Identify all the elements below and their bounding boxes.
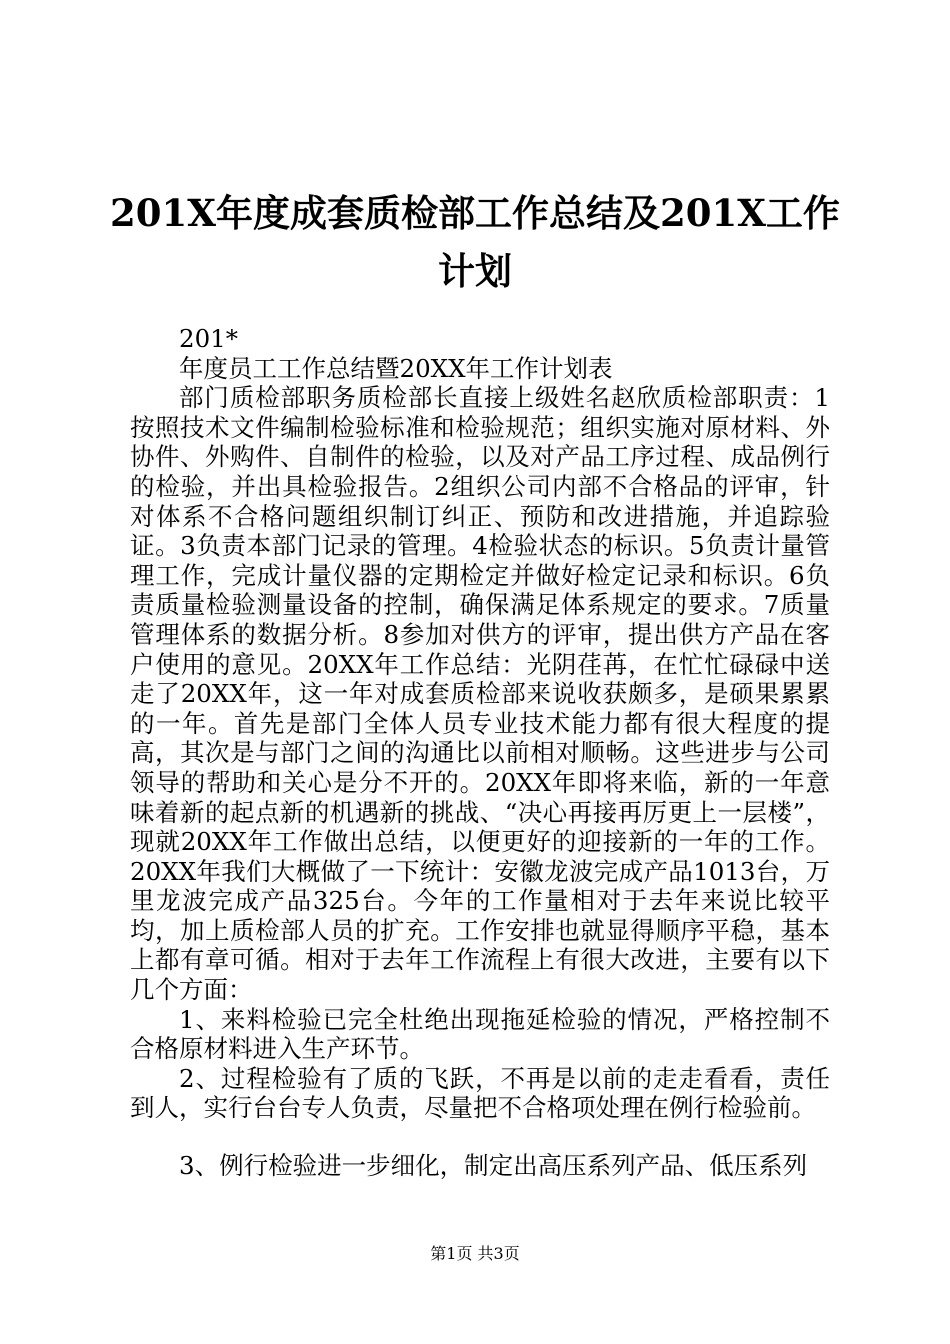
paragraph: 2、过程检验有了质的飞跃，不再是以前的走走看看，责任到人，实行台台专人负责，尽量把不合格项处理在例行检验前。: [130, 1063, 830, 1123]
paragraph: 201*: [179, 324, 239, 353]
paragraph: 1、来料检验已完全杜绝出现拖延检验的情况，严格控制不合格原材料进入生产环节。: [130, 1004, 830, 1064]
page-number-footer: 第1页 共3页: [430, 1244, 520, 1263]
paragraph: 部门质检部职务质检部长直接上级姓名赵欣质检部职责：1按照技术文件编制检验标准和检验规范；组织实施对原材料、外协件、外购件、自制件的检验，以及对产品工序过程、成品例行的检验，并出具检验报告。2组织公司内部不合格品的评审，针对体系不合格问题组织制订纠正、预防和改进措施，并追踪验证。3负责本部门记录的管理。4检验状态的标识。5负责计量管理工作，完成计量仪器的定期检定并做好检定记录和标识。6负责质量检验测量设备的控制，确保满足体系规定的要求。7质量管理体系的数据分析。8参加对供方的评审，提出供方产品在客户使用的意见。20XX年工作总结：光阴荏苒，在忙忙碌碌中送走了20XX年，这一年对成套质检部来说收获颇多，是硕果累累的一年。首先是部门全体人员专业技术能力都有很大程度的提高，其次是与部门之间的沟通比以前相对顺畅。这些进步与公司领导的帮助和关心是分不开的。20XX年即将来临，新的一年意味着新的起点新的机遇新的挑战、“决心再接再厉更上一层楼”，现就20XX年工作做出总结，以便更好的迎接新的一年的工作。20XX年我们大概做了一下统计：安徽龙波完成产品1013台，万里龙波完成产品325台。今年的工作量相对于去年来说比较平均，加上质检部人员的扩充。工作安排也就显得顺序平稳，基本上都有章可循。相对于去年工作流程上有很大改进，主要有以下几个方面：: [130, 383, 830, 1005]
paragraph: 3、例行检验进一步细化，制定出高压系列产品、低压系列: [179, 1151, 808, 1181]
paragraph: 年度员工工作总结暨20XX年工作计划表: [179, 353, 613, 383]
document-title: 201X年度成套质检部工作总结及201X工作计划: [110, 191, 840, 293]
document-body: [130, 324, 830, 1181]
